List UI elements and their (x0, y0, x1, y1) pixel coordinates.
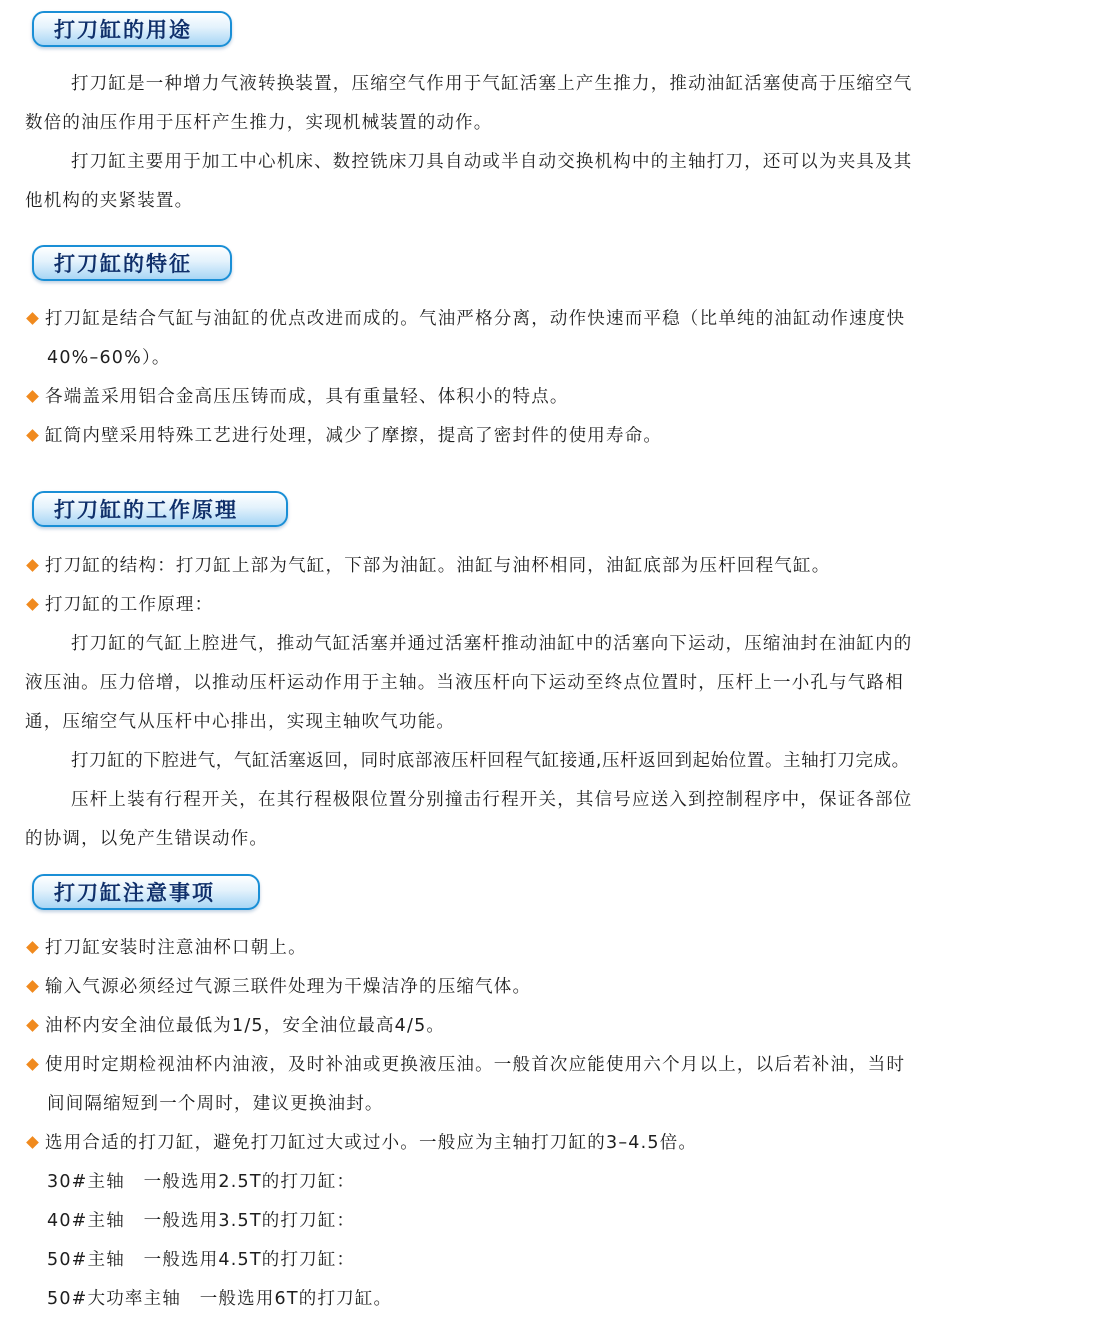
note-item-5: 选用合适的打刀缸，避免打刀缸过大或过小。一般应为主轴打刀缸的3–4.5倍。 (25, 1124, 1070, 1163)
note-item-4: 使用时定期检视油杯内油液，及时补油或更换液压油。一般首次应能使用六个月以上，以后若补油，当时 (25, 1046, 1070, 1085)
orange-diamond-icon (26, 1019, 39, 1032)
feature-item-2: 各端盖采用铝合金高压压铸而成，具有重量轻、体积小的特点。 (25, 378, 1070, 417)
orange-diamond-icon (26, 429, 39, 442)
principle-para-1c: 通，压缩空气从压杆中心排出，实现主轴吹气功能。 (25, 712, 456, 732)
note-item-2: 输入气源必须经过气源三联件处理为干燥洁净的压缩气体。 (25, 968, 1070, 1007)
note-item-1: 打刀缸安装时注意油杯口朝上。 (25, 929, 1070, 968)
section-title-usage: 打刀缸的用途 (32, 11, 232, 47)
orange-diamond-icon (26, 312, 39, 325)
feature-item-1: 打刀缸是结合气缸与油缸的优点改进而成的。气油严格分离，动作快速而平稳（比单纯的油缸动作速度快 (25, 300, 1070, 339)
principle-structure: 打刀缸的结构：打刀缸上部为气缸，下部为油缸。油缸与油杯相同，油缸底部为压杆回程气缸。 (25, 547, 1070, 586)
section-title-features: 打刀缸的特征 (32, 245, 232, 281)
orange-diamond-icon (26, 941, 39, 954)
orange-diamond-icon (26, 559, 39, 572)
spindle-option-50-high-power: 50#大功率主轴 一般选用6T的打刀缸。 (47, 1289, 393, 1309)
orange-diamond-icon (26, 980, 39, 993)
orange-diamond-icon (26, 390, 39, 403)
spindle-option-30: 30#主轴 一般选用2.5T的打刀缸： (47, 1172, 356, 1192)
principle-para-3b: 的协调，以免产生错误动作。 (25, 829, 269, 849)
note-item-4-cont: 间间隔缩短到一个周时，建议更换油封。 (47, 1094, 384, 1114)
feature-item-3: 缸筒内壁采用特殊工艺进行处理，减少了摩擦，提高了密封件的使用寿命。 (25, 417, 1070, 456)
section-title-principle: 打刀缸的工作原理 (32, 491, 288, 527)
principle-para-2: 打刀缸的下腔进气，气缸活塞返回，同时底部液压杆回程气缸接通,压杆返回到起始位置。主轴打刀完成。 (71, 751, 910, 771)
paragraph-usage-1b: 数倍的油压作用于压杆产生推力，实现机械装置的动作。 (25, 113, 493, 133)
spindle-option-40: 40#主轴 一般选用3.5T的打刀缸： (47, 1211, 356, 1231)
paragraph-usage-1a: 打刀缸是一种增力气液转换装置，压缩空气作用于气缸活塞上产生推力，推动油缸活塞使高于压缩空气 (71, 74, 913, 94)
spindle-option-50: 50#主轴 一般选用4.5T的打刀缸： (47, 1250, 356, 1270)
orange-diamond-icon (26, 598, 39, 611)
principle-para-3a: 压杆上装有行程开关，在其行程极限位置分别撞击行程开关，其信号应送入到控制程序中，保证各部位 (71, 790, 913, 810)
principle-heading: 打刀缸的工作原理： (25, 586, 1070, 625)
principle-para-1a: 打刀缸的气缸上腔进气，推动气缸活塞并通过活塞杆推动油缸中的活塞向下运动，压缩油封在油缸内的 (71, 634, 913, 654)
principle-para-1b: 液压油。压力倍增，以推动压杆运动作用于主轴。当液压杆向下运动至终点位置时，压杆上一小孔与气路相 (25, 673, 904, 693)
feature-item-1-cont: 40%–60%）。 (47, 348, 171, 368)
section-title-notes: 打刀缸注意事项 (32, 874, 260, 910)
orange-diamond-icon (26, 1136, 39, 1149)
paragraph-usage-2a: 打刀缸主要用于加工中心机床、数控铣床刀具自动或半自动交换机构中的主轴打刀，还可以为夹具及其 (71, 152, 913, 172)
paragraph-usage-2b: 他机构的夹紧装置。 (25, 191, 194, 211)
orange-diamond-icon (26, 1058, 39, 1071)
note-item-3: 油杯内安全油位最低为1/5，安全油位最高4/5。 (25, 1007, 1070, 1046)
